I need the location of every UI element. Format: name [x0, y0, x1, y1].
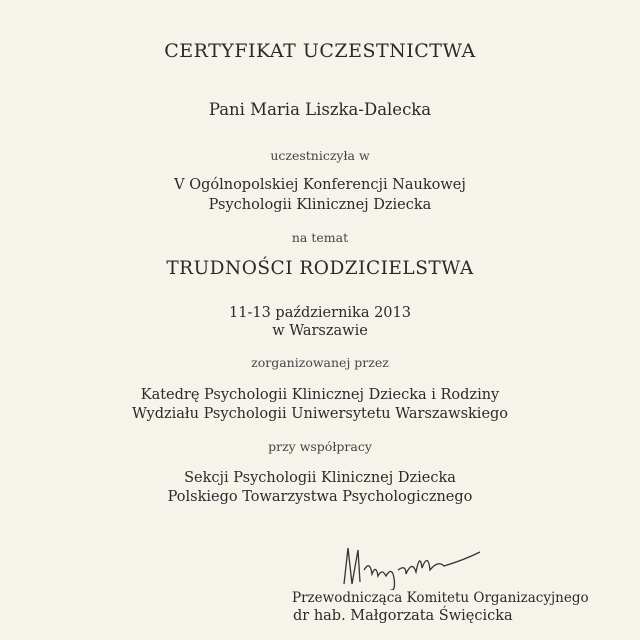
partner-line-1: Sekcji Psychologii Klinicznej Dziecka	[184, 470, 456, 486]
handwritten-signature	[338, 540, 498, 590]
dates: 11-13 października 2013	[229, 305, 411, 321]
signatory-name: dr hab. Małgorzata Święcicka	[293, 608, 513, 624]
organizer-line-2: Wydziału Psychologii Uniwersytetu Warszawskiego	[131, 406, 509, 422]
certificate-title: CERTYFIKAT UCZESTNICTWA	[164, 40, 476, 62]
place: w Warszawie	[272, 323, 368, 339]
topic-label: na temat	[291, 230, 349, 245]
signatory-role: Przewodnicząca Komitetu Organizacyjnego	[292, 590, 589, 606]
cooperation-text: przy współpracy	[268, 439, 372, 454]
conference-line-1: V Ogólnopolskiej Konferencji Naukowej	[174, 177, 466, 193]
recipient-name: Pani Maria Liszka-Dalecka	[208, 100, 432, 119]
conference-line-2: Psychologii Klinicznej Dziecka	[208, 197, 432, 213]
topic: TRUDNOŚCI RODZICIELSTWA	[166, 258, 474, 279]
organized-by-text: zorganizowanej przez	[251, 355, 389, 370]
participated-text: uczestniczyła w	[270, 148, 370, 163]
organizer-line-1: Katedrę Psychologii Klinicznej Dziecka i Rodziny	[140, 387, 500, 403]
partner-line-2: Polskiego Towarzystwa Psychologicznego	[167, 489, 473, 505]
